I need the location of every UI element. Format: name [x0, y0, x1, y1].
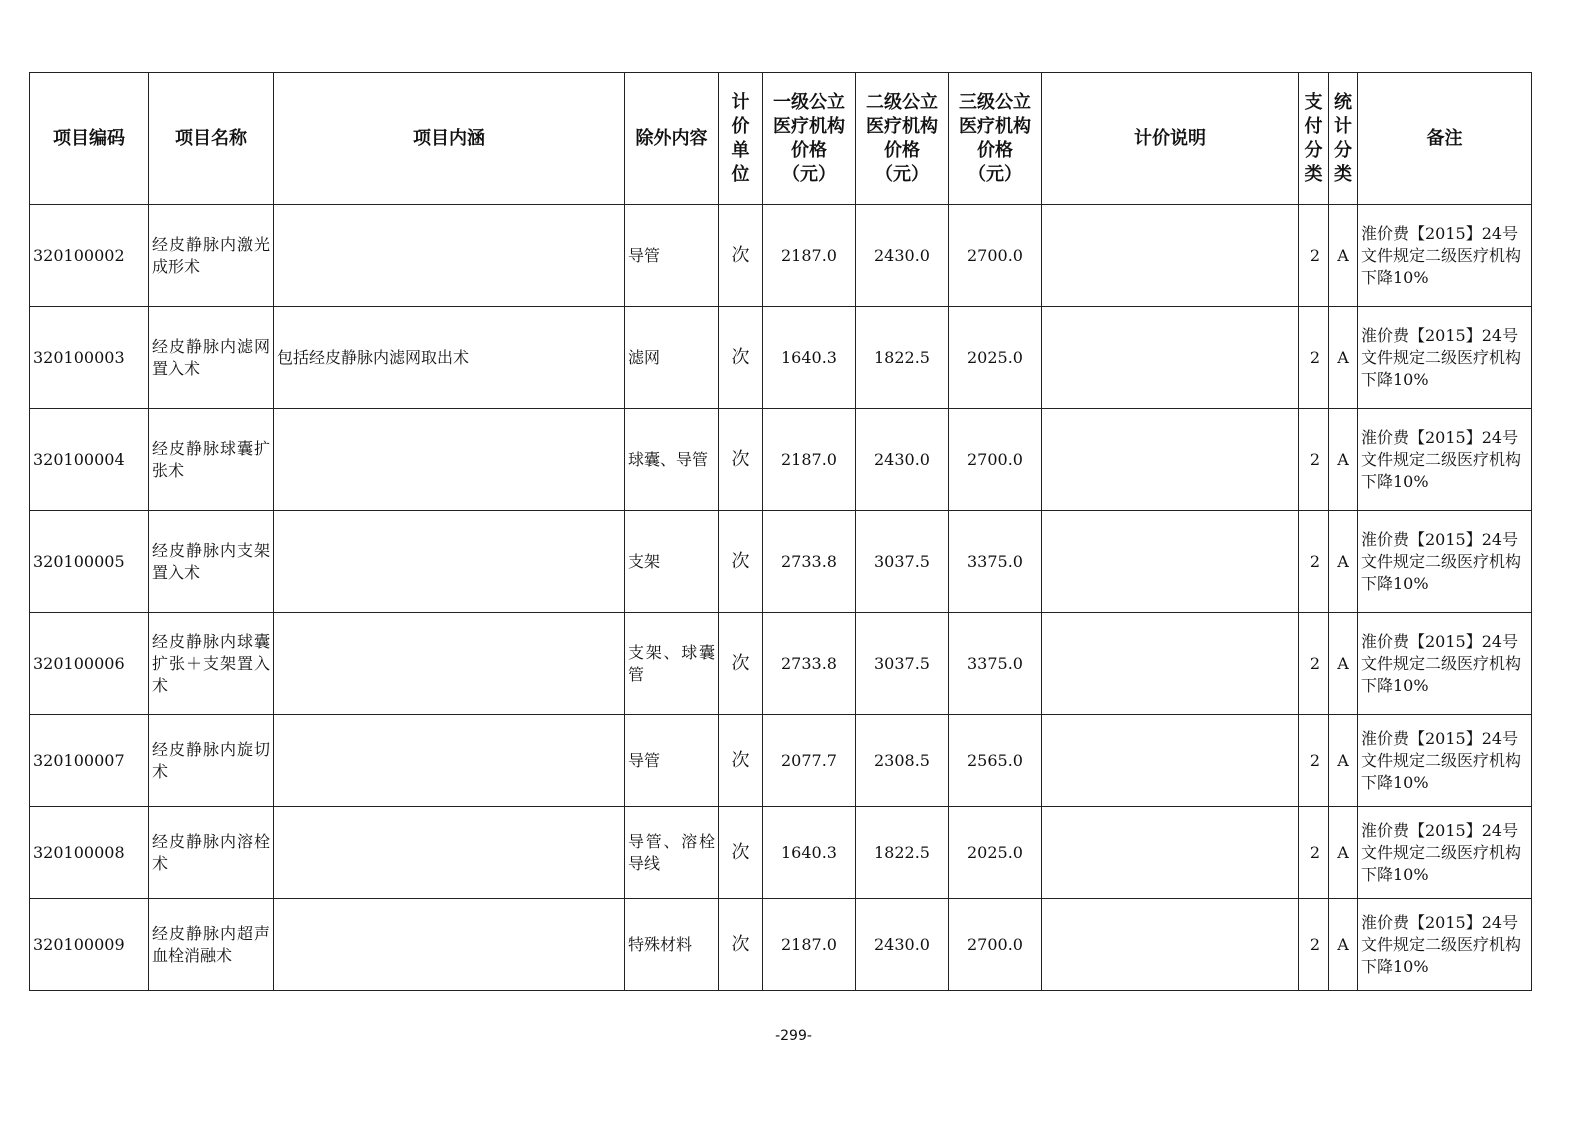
cell-pay-class: 2	[1299, 409, 1329, 511]
cell-price3: 2025.0	[949, 307, 1042, 409]
cell-price3: 3375.0	[949, 613, 1042, 715]
cell-code: 320100002	[30, 205, 149, 307]
cell-remark: 淮价费【2015】24号文件规定二级医疗机构下降10%	[1358, 715, 1532, 807]
cell-excluded: 支架	[625, 511, 719, 613]
cell-content	[274, 205, 625, 307]
table-row	[30, 205, 1532, 307]
cell-code: 320100003	[30, 307, 149, 409]
cell-price2: 3037.5	[856, 511, 949, 613]
cell-stat-class: A	[1329, 613, 1358, 715]
cell-content	[274, 613, 625, 715]
cell-note	[1042, 715, 1299, 807]
cell-stat-class: A	[1329, 715, 1358, 807]
cell-name: 经皮静脉内激光成形术	[149, 205, 274, 307]
cell-pay-class: 2	[1299, 205, 1329, 307]
cell-content	[274, 715, 625, 807]
cell-price3: 2700.0	[949, 899, 1042, 991]
cell-price1: 1640.3	[763, 307, 856, 409]
cell-name: 经皮静脉内滤网置入术	[149, 307, 274, 409]
cell-name: 经皮静脉内支架置入术	[149, 511, 274, 613]
cell-note	[1042, 613, 1299, 715]
header-code: 项目编码	[30, 73, 149, 205]
cell-price1: 2187.0	[763, 205, 856, 307]
cell-unit: 次	[719, 715, 763, 807]
cell-pay-class: 2	[1299, 899, 1329, 991]
cell-excluded: 导管	[625, 205, 719, 307]
cell-note	[1042, 511, 1299, 613]
cell-name: 经皮静脉球囊扩张术	[149, 409, 274, 511]
cell-code: 320100009	[30, 899, 149, 991]
header-remark: 备注	[1358, 73, 1532, 205]
cell-note	[1042, 307, 1299, 409]
cell-pay-class: 2	[1299, 511, 1329, 613]
header-row	[30, 73, 1532, 205]
cell-name: 经皮静脉内球囊扩张＋支架置入术	[149, 613, 274, 715]
table-row	[30, 613, 1532, 715]
cell-code: 320100005	[30, 511, 149, 613]
table-row	[30, 807, 1532, 899]
table-row	[30, 307, 1532, 409]
header-stat-class: 统计分类	[1329, 73, 1358, 205]
cell-price3: 2700.0	[949, 205, 1042, 307]
table-row	[30, 409, 1532, 511]
header-excluded: 除外内容	[625, 73, 719, 205]
cell-excluded: 导管、溶栓导线	[625, 807, 719, 899]
cell-pay-class: 2	[1299, 807, 1329, 899]
cell-content	[274, 511, 625, 613]
cell-excluded: 滤网	[625, 307, 719, 409]
table-row	[30, 899, 1532, 991]
cell-price2: 1822.5	[856, 307, 949, 409]
header-note: 计价说明	[1042, 73, 1299, 205]
cell-excluded: 特殊材料	[625, 899, 719, 991]
cell-remark: 淮价费【2015】24号文件规定二级医疗机构下降10%	[1358, 307, 1532, 409]
cell-price3: 2700.0	[949, 409, 1042, 511]
cell-note	[1042, 205, 1299, 307]
header-content: 项目内涵	[274, 73, 625, 205]
cell-unit: 次	[719, 307, 763, 409]
cell-stat-class: A	[1329, 205, 1358, 307]
cell-content	[274, 409, 625, 511]
cell-stat-class: A	[1329, 899, 1358, 991]
cell-pay-class: 2	[1299, 613, 1329, 715]
cell-price1: 2187.0	[763, 899, 856, 991]
cell-name: 经皮静脉内超声血栓消融术	[149, 899, 274, 991]
cell-price3: 2565.0	[949, 715, 1042, 807]
cell-price1: 2733.8	[763, 511, 856, 613]
table-row	[30, 511, 1532, 613]
cell-stat-class: A	[1329, 807, 1358, 899]
cell-unit: 次	[719, 899, 763, 991]
header-unit: 计价单位	[719, 73, 763, 205]
header-name: 项目名称	[149, 73, 274, 205]
cell-remark: 淮价费【2015】24号文件规定二级医疗机构下降10%	[1358, 205, 1532, 307]
cell-code: 320100007	[30, 715, 149, 807]
cell-price3: 3375.0	[949, 511, 1042, 613]
cell-pay-class: 2	[1299, 307, 1329, 409]
table-row	[30, 715, 1532, 807]
cell-price2: 1822.5	[856, 807, 949, 899]
cell-remark: 淮价费【2015】24号文件规定二级医疗机构下降10%	[1358, 807, 1532, 899]
cell-excluded: 球囊、导管	[625, 409, 719, 511]
cell-name: 经皮静脉内旋切术	[149, 715, 274, 807]
cell-price1: 2077.7	[763, 715, 856, 807]
cell-price3: 2025.0	[949, 807, 1042, 899]
cell-remark: 淮价费【2015】24号文件规定二级医疗机构下降10%	[1358, 409, 1532, 511]
header-price2: 二级公立医疗机构价格（元）	[856, 73, 949, 205]
cell-stat-class: A	[1329, 307, 1358, 409]
cell-remark: 淮价费【2015】24号文件规定二级医疗机构下降10%	[1358, 511, 1532, 613]
header-price3: 三级公立医疗机构价格（元）	[949, 73, 1042, 205]
cell-stat-class: A	[1329, 511, 1358, 613]
cell-price1: 2733.8	[763, 613, 856, 715]
cell-note	[1042, 899, 1299, 991]
cell-unit: 次	[719, 409, 763, 511]
cell-price2: 2430.0	[856, 205, 949, 307]
cell-price2: 3037.5	[856, 613, 949, 715]
price-table-container	[29, 72, 1532, 991]
cell-code: 320100008	[30, 807, 149, 899]
cell-content: 包括经皮静脉内滤网取出术	[274, 307, 625, 409]
cell-excluded: 支架、球囊管	[625, 613, 719, 715]
table-body	[30, 205, 1532, 991]
cell-unit: 次	[719, 613, 763, 715]
cell-note	[1042, 409, 1299, 511]
cell-name: 经皮静脉内溶栓术	[149, 807, 274, 899]
cell-remark: 淮价费【2015】24号文件规定二级医疗机构下降10%	[1358, 899, 1532, 991]
cell-content	[274, 899, 625, 991]
cell-remark: 淮价费【2015】24号文件规定二级医疗机构下降10%	[1358, 613, 1532, 715]
cell-content	[274, 807, 625, 899]
cell-code: 320100004	[30, 409, 149, 511]
cell-price2: 2430.0	[856, 899, 949, 991]
cell-code: 320100006	[30, 613, 149, 715]
cell-pay-class: 2	[1299, 715, 1329, 807]
cell-price1: 1640.3	[763, 807, 856, 899]
header-pay-class: 支付分类	[1299, 73, 1329, 205]
page-number: -299-	[775, 1028, 812, 1044]
cell-price2: 2308.5	[856, 715, 949, 807]
cell-unit: 次	[719, 205, 763, 307]
cell-excluded: 导管	[625, 715, 719, 807]
cell-note	[1042, 807, 1299, 899]
cell-price1: 2187.0	[763, 409, 856, 511]
cell-unit: 次	[719, 511, 763, 613]
cell-stat-class: A	[1329, 409, 1358, 511]
cell-unit: 次	[719, 807, 763, 899]
cell-price2: 2430.0	[856, 409, 949, 511]
price-table	[29, 72, 1532, 991]
header-price1: 一级公立医疗机构价格（元）	[763, 73, 856, 205]
